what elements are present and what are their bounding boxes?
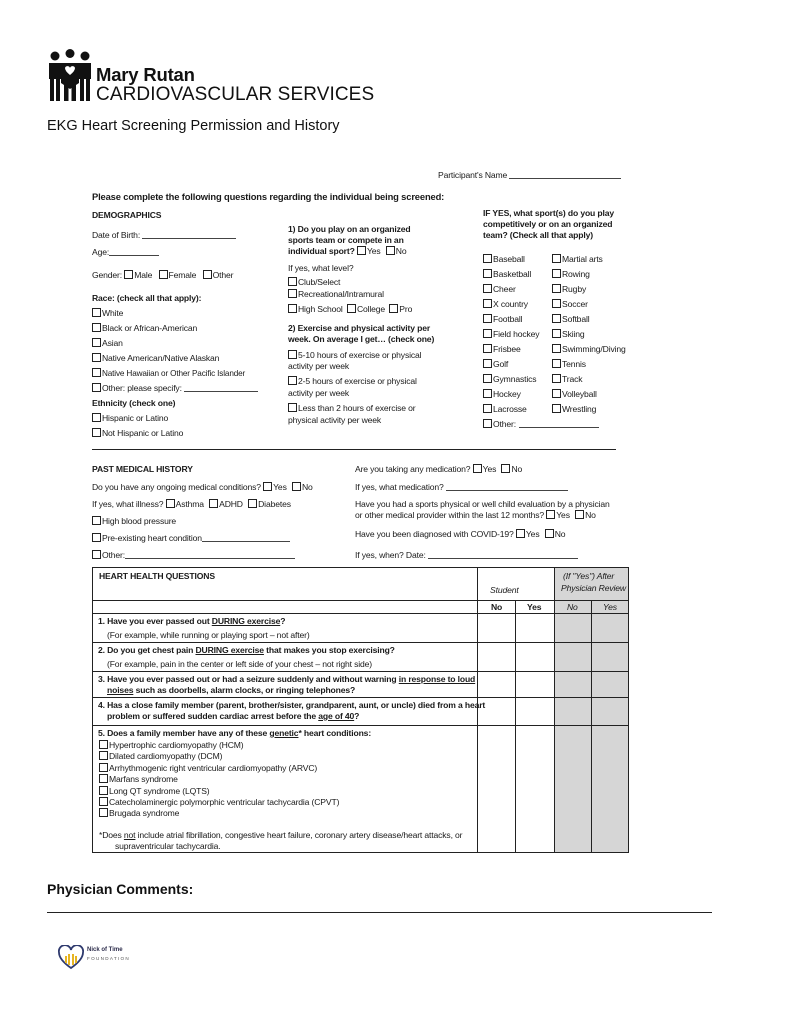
race-option <box>92 353 219 363</box>
high-bp-checkbox[interactable] <box>92 516 101 525</box>
question-text: * heart conditions: <box>298 728 372 738</box>
review-yes-header: Yes <box>603 602 617 612</box>
sport-item-checkbox[interactable] <box>483 299 492 308</box>
table-column-divider <box>515 600 516 852</box>
sports-question-line: 1) Do you play on an organized <box>288 224 411 234</box>
sport-item-label: Wrestling <box>562 404 597 414</box>
activity-5-10-checkbox[interactable] <box>288 350 297 359</box>
ongoing-no-label: No <box>301 482 313 492</box>
sport-item-row <box>552 284 586 294</box>
student-header: Student <box>490 585 519 595</box>
participant-name-label: Participant's Name <box>438 170 508 180</box>
physical-question-line: or other medical provider within the last 12 months? <box>355 510 545 520</box>
form-intro: Please complete the following questions regarding the individual being screened: <box>92 191 445 202</box>
race-option-label: Black or African-American <box>102 323 198 333</box>
sport-item-row <box>483 374 536 384</box>
illness-adhd-checkbox[interactable] <box>209 499 218 508</box>
review-no-header: No <box>567 602 578 612</box>
table-rule <box>93 725 628 726</box>
sport-item-checkbox[interactable] <box>483 419 492 428</box>
question-2 <box>98 645 395 655</box>
sports-question-row <box>288 246 406 256</box>
sport-item-row <box>483 314 522 324</box>
physician-review-header: Physician Review <box>561 583 626 593</box>
age-label: Age: <box>92 247 110 257</box>
screening-form <box>90 162 630 854</box>
section-divider <box>92 449 616 450</box>
race-other-checkbox[interactable] <box>92 383 101 392</box>
sports-question-line: individual sport? <box>288 246 355 256</box>
activity-option-label: 5-10 hours of exercise or physical <box>298 350 422 360</box>
race-white-checkbox[interactable] <box>92 308 101 317</box>
heart-logo-icon <box>58 945 84 971</box>
ethnicity-option <box>92 428 183 438</box>
question-3 <box>98 674 475 684</box>
high-bp-label: High blood pressure <box>102 516 177 526</box>
sport-item-checkbox[interactable] <box>552 329 561 338</box>
question-emphasis: DURING exercise <box>195 645 264 655</box>
sport-item-row <box>483 299 528 309</box>
genetic-condition-checkbox[interactable] <box>99 751 108 760</box>
pre-existing-row <box>92 533 290 543</box>
heart-health-heading: HEART HEALTH QUESTIONS <box>99 571 215 581</box>
genetic-condition-row <box>99 751 222 761</box>
table-column-divider <box>591 600 592 852</box>
sport-item-checkbox[interactable] <box>552 269 561 278</box>
sport-item-checkbox[interactable] <box>552 404 561 413</box>
race-option <box>92 323 197 333</box>
race-option-label: White <box>102 308 124 318</box>
sports-no-checkbox[interactable] <box>386 246 395 255</box>
genetic-condition-row <box>99 786 210 796</box>
level-high-school-checkbox[interactable] <box>288 304 297 313</box>
sports-question-line: sports team or compete in an <box>288 235 404 245</box>
student-yes-header: Yes <box>527 602 542 612</box>
sport-item-row <box>483 269 531 279</box>
sport-item-label: Baseball <box>493 254 525 264</box>
sport-item-checkbox[interactable] <box>552 359 561 368</box>
race-option <box>92 338 123 348</box>
sport-item-row <box>483 254 525 264</box>
ongoing-yes-checkbox[interactable] <box>263 482 272 491</box>
question-emphasis: noises <box>107 685 134 695</box>
sport-item-checkbox[interactable] <box>483 329 492 338</box>
sport-item-checkbox[interactable] <box>483 374 492 383</box>
level-option <box>288 289 384 299</box>
sport-item-row <box>483 344 521 354</box>
medication-yes-label: Yes <box>482 464 497 474</box>
question-2-note: (For example, pain in the center or left side of your chest – not right side) <box>107 659 373 669</box>
footnote-text: include atrial fibrillation, congestive heart failure, coronary artery disease/heart attacks, or <box>135 830 463 840</box>
race-option-label: Other: please specify: <box>102 383 182 393</box>
sport-item-label: Soccer <box>562 299 588 309</box>
sport-item-row <box>552 374 582 384</box>
genetic-condition-checkbox[interactable] <box>99 786 108 795</box>
illness-option-label: ADHD <box>219 499 243 509</box>
activity-option <box>288 350 421 360</box>
sport-item-checkbox[interactable] <box>552 284 561 293</box>
question-emphasis: in response to loud <box>398 674 476 684</box>
sport-item-checkbox[interactable] <box>483 344 492 353</box>
foundation-name: Nick of Time <box>87 947 123 953</box>
physical-question-line: Have you had a sports physical or well child evaluation by a physician <box>355 499 610 509</box>
level-option-label: Recreational/Intramural <box>298 289 384 299</box>
genetic-condition-row <box>99 808 179 818</box>
race-option <box>92 383 258 393</box>
genetic-condition-checkbox[interactable] <box>99 808 108 817</box>
covid-row <box>355 529 565 539</box>
sport-item-row <box>483 329 539 339</box>
sport-item-label: Cheer <box>493 284 516 294</box>
activity-question-line: week. On average I get… (check one) <box>288 334 435 344</box>
genetic-condition-label: Dilated cardiomyopathy (DCM) <box>109 751 223 762</box>
heart-health-table <box>92 567 629 853</box>
sport-item-label: Football <box>493 314 523 324</box>
sport-item-checkbox[interactable] <box>483 314 492 323</box>
genetic-condition-label: Hypertrophic cardiomyopathy (HCM) <box>109 740 244 750</box>
activity-less-2-checkbox[interactable] <box>288 403 297 412</box>
question-emphasis: DURING exercise <box>211 616 281 626</box>
race-option <box>92 308 123 318</box>
sports-yes-label: Yes <box>366 246 381 256</box>
sport-item-row <box>552 404 596 414</box>
illness-option-label: Asthma <box>175 499 204 509</box>
sport-item-row <box>552 269 590 279</box>
pmh-other-label: Other: <box>102 550 125 560</box>
what-medication-label: If yes, what medication? <box>355 482 444 492</box>
race-pacific-islander-checkbox[interactable] <box>92 368 101 377</box>
sport-item-label: Swimming/Diving <box>562 344 626 354</box>
ethnicity-heading: Ethnicity (check one) <box>92 398 176 408</box>
footnote-emphasis: not <box>123 830 136 840</box>
sport-item-row <box>552 344 626 354</box>
sport-item-row <box>483 284 516 294</box>
question-text: ? <box>354 711 360 721</box>
demographics-heading: DEMOGRAPHICS <box>92 210 162 220</box>
table-rule <box>93 697 628 698</box>
sport-item-checkbox[interactable] <box>552 374 561 383</box>
genetic-condition-checkbox[interactable] <box>99 740 108 749</box>
level-pro-checkbox[interactable] <box>389 304 398 313</box>
brand-name: Mary Rutan <box>96 64 195 85</box>
genetic-condition-row <box>99 740 244 750</box>
sport-item-label: Other: <box>493 419 516 429</box>
race-heading: Race: (check all that apply): <box>92 293 202 303</box>
sport-item-label: Golf <box>493 359 509 369</box>
question-text: such as doorbells, alarm clocks, or ringing telephones? <box>133 685 356 695</box>
physical-yes-checkbox[interactable] <box>546 510 555 519</box>
illness-row <box>92 499 291 509</box>
illness-asthma-checkbox[interactable] <box>166 499 175 508</box>
table-column-divider <box>554 568 555 852</box>
sports-yes-checkbox[interactable] <box>357 246 366 255</box>
dob-field[interactable] <box>92 230 236 240</box>
sport-item-row <box>552 329 585 339</box>
activity-option <box>288 403 416 413</box>
sport-list-heading: competitively or on an organized <box>483 219 613 229</box>
sport-item-label: X country <box>493 299 528 309</box>
what-medication-field[interactable] <box>355 482 568 492</box>
question-text: 1. Have you ever passed out <box>98 616 212 626</box>
race-black-checkbox[interactable] <box>92 323 101 332</box>
gender-female-label: Female <box>168 270 197 280</box>
question-1-note: (For example, while running or playing sport – not after) <box>107 630 310 640</box>
sport-item-label: Rowing <box>562 269 590 279</box>
genetic-condition-label: Marfans syndrome <box>109 774 178 785</box>
activity-option-cont: activity per week <box>288 388 349 398</box>
illness-label: If yes, what illness? <box>92 499 164 509</box>
pmh-other-row <box>92 550 295 560</box>
ethnicity-not-hispanic-checkbox[interactable] <box>92 428 101 437</box>
participant-name-field[interactable] <box>438 170 621 180</box>
sport-item-checkbox[interactable] <box>552 299 561 308</box>
question-1 <box>98 616 285 626</box>
sports-no-label: No <box>395 246 407 256</box>
sport-item-label: Gymnastics <box>493 374 537 384</box>
physician-comments-line[interactable] <box>47 912 712 913</box>
sport-list-heading: IF YES, what sport(s) do you play <box>483 208 614 218</box>
activity-option-label: Less than 2 hours of exercise or <box>298 403 416 413</box>
illness-diabetes-checkbox[interactable] <box>248 499 257 508</box>
genetic-condition-checkbox[interactable] <box>99 774 108 783</box>
sport-item-label: Volleyball <box>562 389 597 399</box>
sport-item-checkbox[interactable] <box>552 314 561 323</box>
footnote-text: *Does <box>99 830 124 840</box>
level-college-checkbox[interactable] <box>347 304 356 313</box>
question-text: 2. Do you get chest pain <box>98 645 196 655</box>
gender-label: Gender: <box>92 270 123 280</box>
question-text: that makes you stop exercising? <box>263 645 395 655</box>
question-5 <box>98 728 371 738</box>
level-recreational-checkbox[interactable] <box>288 289 297 298</box>
medication-no-label: No <box>511 464 523 474</box>
question-4: 4. Has a close family member (parent, brother/sister, grandparent, aunt, or uncle) died from a heart <box>98 700 486 710</box>
genetic-condition-checkbox[interactable] <box>99 763 108 772</box>
table-column-divider <box>477 568 478 852</box>
question-text: ? <box>280 616 286 626</box>
sport-item-label: Softball <box>562 314 590 324</box>
sport-item-checkbox[interactable] <box>483 404 492 413</box>
medication-no-checkbox[interactable] <box>501 464 510 473</box>
level-label: If yes, what level? <box>288 263 354 273</box>
covid-no-label: No <box>554 529 566 539</box>
sport-item-row <box>552 314 589 324</box>
genetic-condition-label: Arrhythmogenic right ventricular cardiomyopathy (ARVC) <box>109 762 318 773</box>
pre-existing-label: Pre-existing heart condition <box>102 533 202 543</box>
question-text: 5. Does a family member have any of these <box>98 728 270 738</box>
medication-row <box>355 464 522 474</box>
question-4-cont <box>107 711 359 721</box>
medication-label: Are you taking any medication? <box>355 464 471 474</box>
pmh-other-checkbox[interactable] <box>92 550 101 559</box>
genetic-condition-label: Brugada syndrome <box>109 808 180 819</box>
gender-male-label: Male <box>134 270 153 280</box>
race-native-american-checkbox[interactable] <box>92 353 101 362</box>
ethnicity-option-label: Not Hispanic or Latino <box>102 428 184 438</box>
race-option <box>92 368 245 379</box>
ongoing-conditions-row <box>92 482 313 492</box>
age-field[interactable] <box>92 247 159 257</box>
activity-2-5-checkbox[interactable] <box>288 376 297 385</box>
activity-option <box>288 376 417 386</box>
sport-item-row <box>483 359 508 369</box>
sport-item-row <box>552 299 588 309</box>
race-asian-checkbox[interactable] <box>92 338 101 347</box>
table-rule <box>93 613 628 614</box>
sport-item-label: Track <box>562 374 583 384</box>
sport-list-heading: team? (Check all that apply) <box>483 230 593 240</box>
footnote-cont: supraventricular tachycardia. <box>115 841 221 851</box>
ethnicity-option <box>92 413 168 423</box>
sport-item-row <box>552 359 586 369</box>
sport-item-checkbox[interactable] <box>483 389 492 398</box>
level-option-label: Pro <box>399 304 413 314</box>
illness-option-label: Diabetes <box>258 499 291 509</box>
sport-item-label: Lacrosse <box>493 404 527 414</box>
covid-yes-checkbox[interactable] <box>516 529 525 538</box>
level-club-checkbox[interactable] <box>288 277 297 286</box>
level-row <box>288 304 412 314</box>
race-option-label: Asian <box>102 338 123 348</box>
genetic-condition-row <box>99 797 339 807</box>
sport-item-label: Basketball <box>493 269 532 279</box>
pmh-heading: PAST MEDICAL HISTORY <box>92 464 193 474</box>
ongoing-conditions-label: Do you have any ongoing medical conditions? <box>92 482 261 492</box>
sport-item-checkbox[interactable] <box>552 254 561 263</box>
gender-male-checkbox[interactable] <box>124 270 133 279</box>
gender-row <box>92 270 233 280</box>
activity-question-line: 2) Exercise and physical activity per <box>288 323 431 333</box>
activity-option-cont: activity per week <box>288 361 349 371</box>
footnote <box>99 830 462 840</box>
ethnicity-option-label: Hispanic or Latino <box>102 413 169 423</box>
table-rule <box>93 671 628 672</box>
covid-no-checkbox[interactable] <box>545 529 554 538</box>
sport-item-row <box>483 419 599 429</box>
genetic-condition-label: Catecholaminergic polymorphic ventricular tachycardia (CPVT) <box>109 797 340 807</box>
gender-female-checkbox[interactable] <box>159 270 168 279</box>
sport-item-checkbox[interactable] <box>483 284 492 293</box>
table-rule <box>93 642 628 643</box>
sport-item-label: Hockey <box>493 389 521 399</box>
sport-item-row <box>552 389 597 399</box>
level-option-label: Club/Select <box>298 277 341 287</box>
covid-label: Have you been diagnosed with COVID-19? <box>355 529 514 539</box>
ongoing-yes-label: Yes <box>273 482 287 492</box>
sport-item-checkbox[interactable] <box>552 389 561 398</box>
student-no-header: No <box>491 602 503 612</box>
genetic-condition-checkbox[interactable] <box>99 797 108 806</box>
activity-option-label: 2-5 hours of exercise or physical <box>298 376 417 386</box>
physician-review-header: (If "Yes") After <box>563 571 615 581</box>
sport-item-row <box>552 254 603 264</box>
sport-item-label: Tennis <box>562 359 586 369</box>
sport-item-row <box>483 404 527 414</box>
physician-comments-label: Physician Comments: <box>47 881 194 897</box>
ongoing-no-checkbox[interactable] <box>292 482 301 491</box>
question-text: 3. Have you ever passed out or had a seizure suddenly and without warning <box>98 674 399 684</box>
sport-item-checkbox[interactable] <box>483 254 492 263</box>
question-emphasis: genetic <box>269 728 299 738</box>
foundation-label: FOUNDATION <box>87 956 131 961</box>
page-title: EKG Heart Screening Permission and History <box>47 118 340 134</box>
level-option <box>288 277 340 287</box>
physical-no-label: No <box>585 510 596 520</box>
high-bp-row <box>92 516 176 526</box>
covid-date-label: If yes, when? Date: <box>355 550 426 560</box>
physical-no-checkbox[interactable] <box>575 510 584 519</box>
covid-date-field[interactable] <box>355 550 578 560</box>
gender-other-checkbox[interactable] <box>203 270 212 279</box>
level-option-label: High School <box>298 304 343 314</box>
question-emphasis: age of 40 <box>318 711 355 721</box>
genetic-condition-label: Long QT syndrome (LQTS) <box>109 785 210 796</box>
ethnicity-hispanic-checkbox[interactable] <box>92 413 101 422</box>
covid-yes-label: Yes <box>525 529 540 539</box>
sport-other-field[interactable] <box>519 420 599 428</box>
sport-item-checkbox[interactable] <box>552 344 561 353</box>
mary-rutan-logo-icon <box>47 49 93 101</box>
medication-yes-checkbox[interactable] <box>473 464 482 473</box>
sport-item-label: Rugby <box>562 284 587 294</box>
genetic-condition-row <box>99 774 178 784</box>
race-option-label: Native Hawaiian or Other Pacific Islander <box>102 369 246 378</box>
sport-item-label: Skiing <box>562 329 585 339</box>
genetic-condition-row <box>99 763 317 773</box>
sport-item-label: Martial arts <box>562 254 603 264</box>
sport-item-checkbox[interactable] <box>483 269 492 278</box>
race-option-label: Native American/Native Alaskan <box>102 353 220 363</box>
sport-item-label: Field hockey <box>493 329 540 339</box>
level-option-label: College <box>356 304 386 314</box>
pre-existing-checkbox[interactable] <box>92 533 101 542</box>
brand-division: CARDIOVASCULAR SERVICES <box>96 84 375 105</box>
table-rule <box>93 600 628 601</box>
sport-item-row <box>483 389 521 399</box>
sport-item-label: Frisbee <box>493 344 521 354</box>
dob-label: Date of Birth: <box>92 230 141 240</box>
gender-other-label: Other <box>212 270 234 280</box>
sport-item-checkbox[interactable] <box>483 359 492 368</box>
physical-yes-label: Yes <box>556 510 570 520</box>
physical-question-row <box>355 510 596 520</box>
question-text: problem or suffered sudden cardiac arrest before the <box>107 711 319 721</box>
question-3-cont <box>107 685 355 695</box>
activity-option-cont: physical activity per week <box>288 415 382 425</box>
